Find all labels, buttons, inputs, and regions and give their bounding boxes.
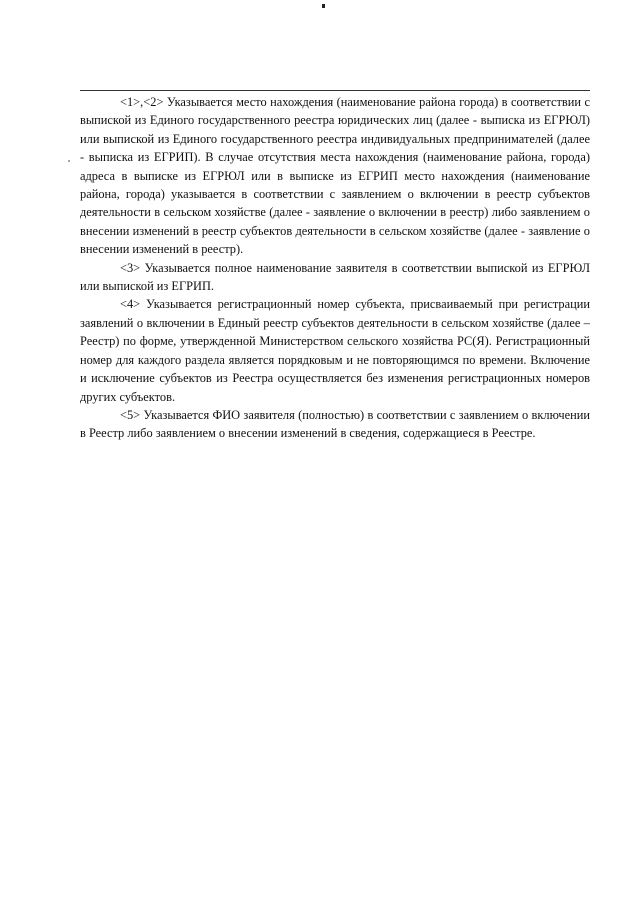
footnotes-section: [80, 93, 590, 443]
footnote-3: <3> Указывается полное наименование заявителя в соответствии выпиской из ЕГРЮЛ или выпиской из ЕГРИП.: [80, 260, 590, 294]
footnote-5: <5> Указывается ФИО заявителя (полностью) в соответствии с заявлением о включении в Реестр либо заявлением о внесении изменений в сведения, содержащиеся в Реестре.: [80, 407, 590, 441]
page-mark: [322, 4, 325, 8]
footnote-separator-line: [80, 90, 590, 91]
footnote-1-2: <1>,<2> Указывается место нахождения (наименование района города) в соответствии с выпиской из Единого государственного реестра юридических лиц (далее - выписка из ЕГРЮЛ) или выпиской из Единого государственного реестра индивидуальных предпринимателей (далее - выписка из ЕГРИП). В случае отсутствия места нахождения (наименование района, города) адреса в выписке из ЕГРЮЛ или в выписке из ЕГРИП место нахождения (наименование района, города) указывается в соответствии с заявлением о включении в реестр субъектов деятельности в сельском хозяйстве (далее - заявление о включении в реестр) либо заявлением о внесении изменений в реестр субъектов деятельности в сельском хозяйстве (далее - заявление о внесении изменений в реестр).: [80, 95, 590, 257]
scan-speck: [68, 160, 70, 162]
footnote-4: <4> Указывается регистрационный номер субъекта, присваиваемый при регистрации заявлений о включении в Единый реестр субъектов деятельности в сельском хозяйстве (далее – Реестр) по форме, утвержденной Министерством сельского хозяйства РС(Я). Регистрационный номер для каждого раздела является порядковым и не повторяющимся по времени. Включение и исключение субъектов из Реестра осуществляется без изменения регистрационных номеров других субъектов.: [80, 297, 590, 404]
